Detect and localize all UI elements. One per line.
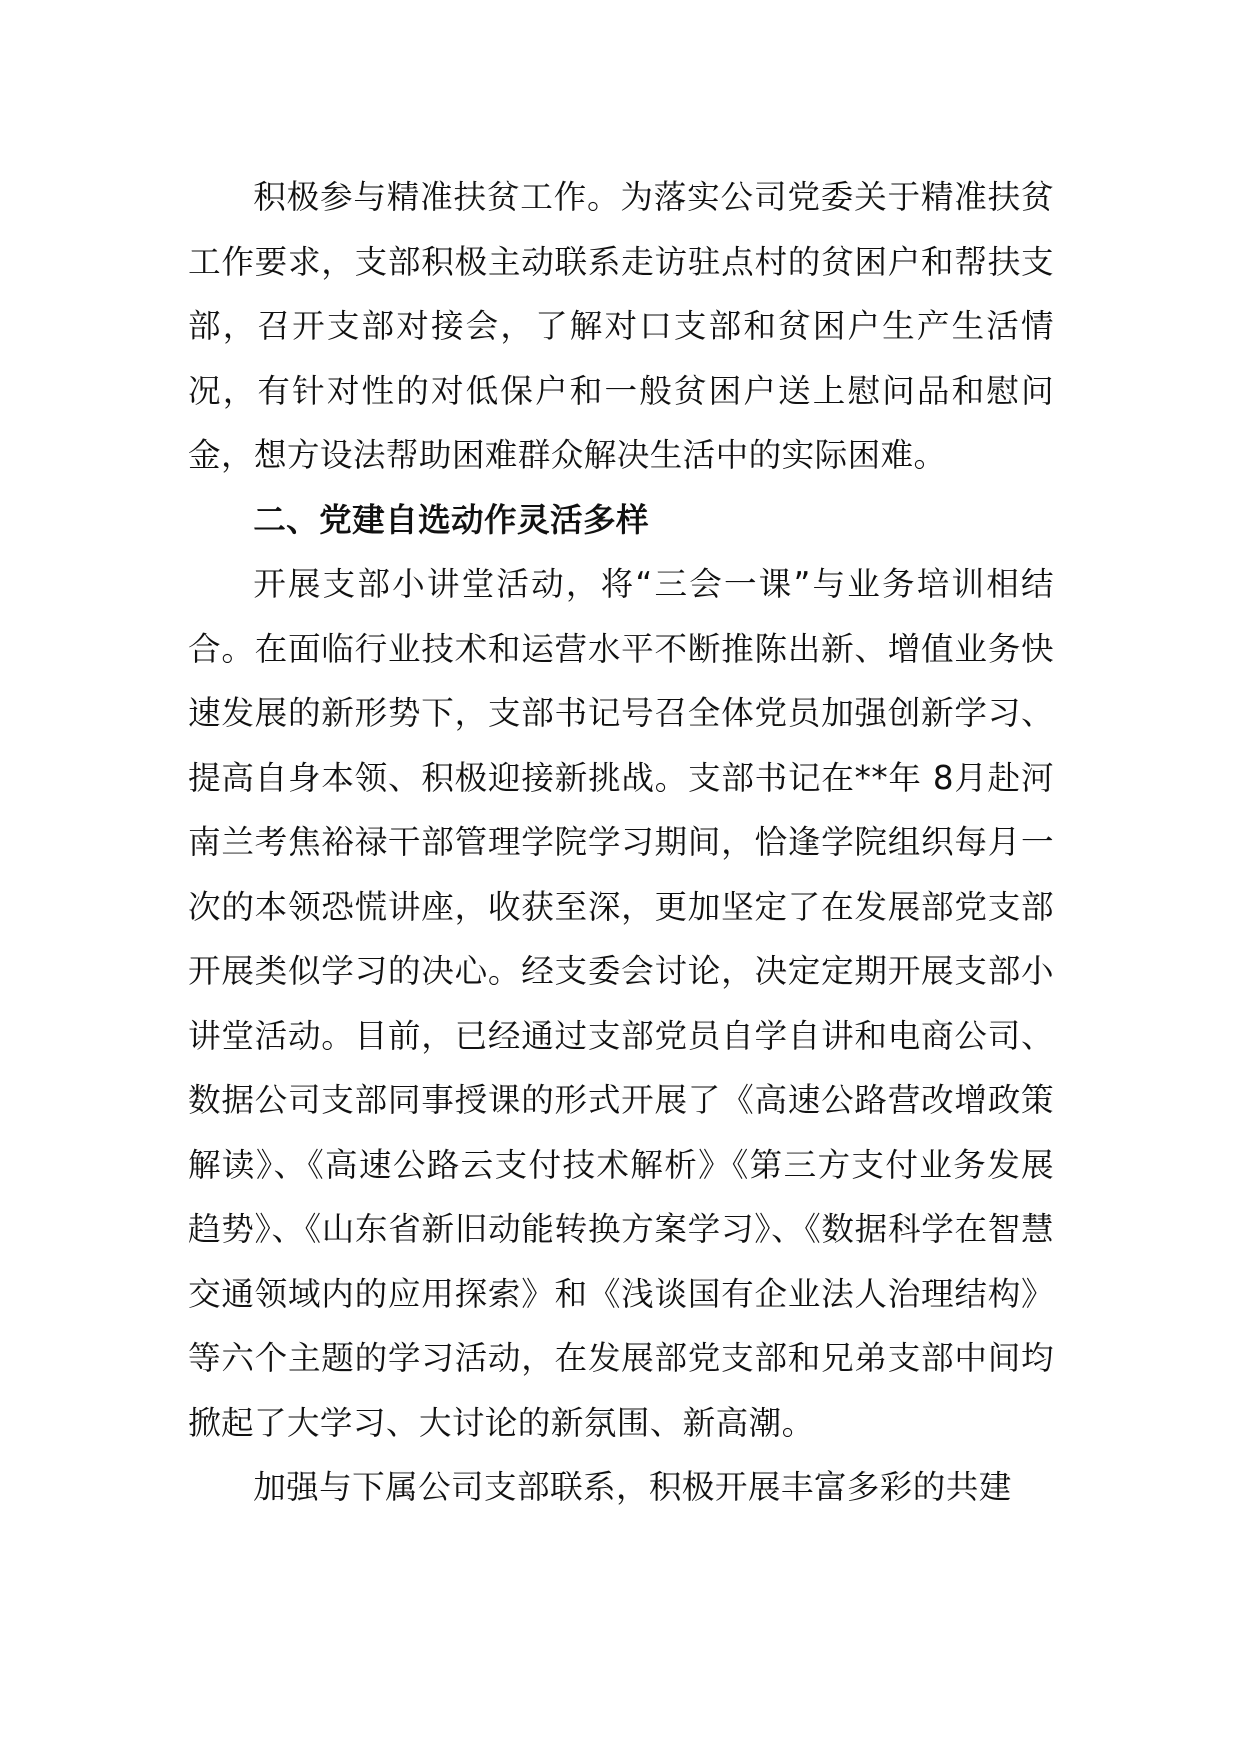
section-heading: 二、党建自选动作灵活多样 <box>253 500 649 539</box>
paragraph-branch-cooperation: 加强与下属公司支部联系，积极开展丰富多彩的共建 <box>253 1468 1012 1506</box>
paragraph-poverty-alleviation: 积极参与精准扶贫工作。为落实公司党委关于精准扶贫工作要求，支部积极主动联系走访驻点村的贫困户和帮扶支部，召开支部对接会，了解对口支部和贫困户生产生活情况，有针对性的对低保户和一般贫困户送上慰问品和慰问金，想方设法帮助困难群众解决生活中的实际困难。 <box>188 178 1054 474</box>
document-body <box>188 165 1054 1520</box>
paragraph-lecture-activities: 开展支部小讲堂活动，将“三会一课”与业务培训相结合。在面临行业技术和运营水平不断推陈出新、增值业务快速发展的新形势下，支部书记号召全体党员加强创新学习、提高自身本领、积极迎接新挑战。支部书记在**年 8月赴河南兰考焦裕禄干部管理学院学习期间，恰逢学院组织每月一次的本领恐慌讲座，收获至深，更加坚定了在发展部党支部开展类似学习的决心。经支委会讨论，决定定期开展支部小讲堂活动。目前，已经通过支部党员自学自讲和电商公司、数据公司支部同事授课的形式开展了《高速公路营改增政策解读》、《高速公路云支付技术解析》《第三方支付业务发展趋势》、《山东省新旧动能转换方案学习》、《数据科学在智慧交通领域内的应用探索》和《浅谈国有企业法人治理结构》等六个主题的学习活动，在发展部党支部和兄弟支部中间均掀起了大学习、大讨论的新氛围、新高潮。 <box>188 565 1054 1442</box>
